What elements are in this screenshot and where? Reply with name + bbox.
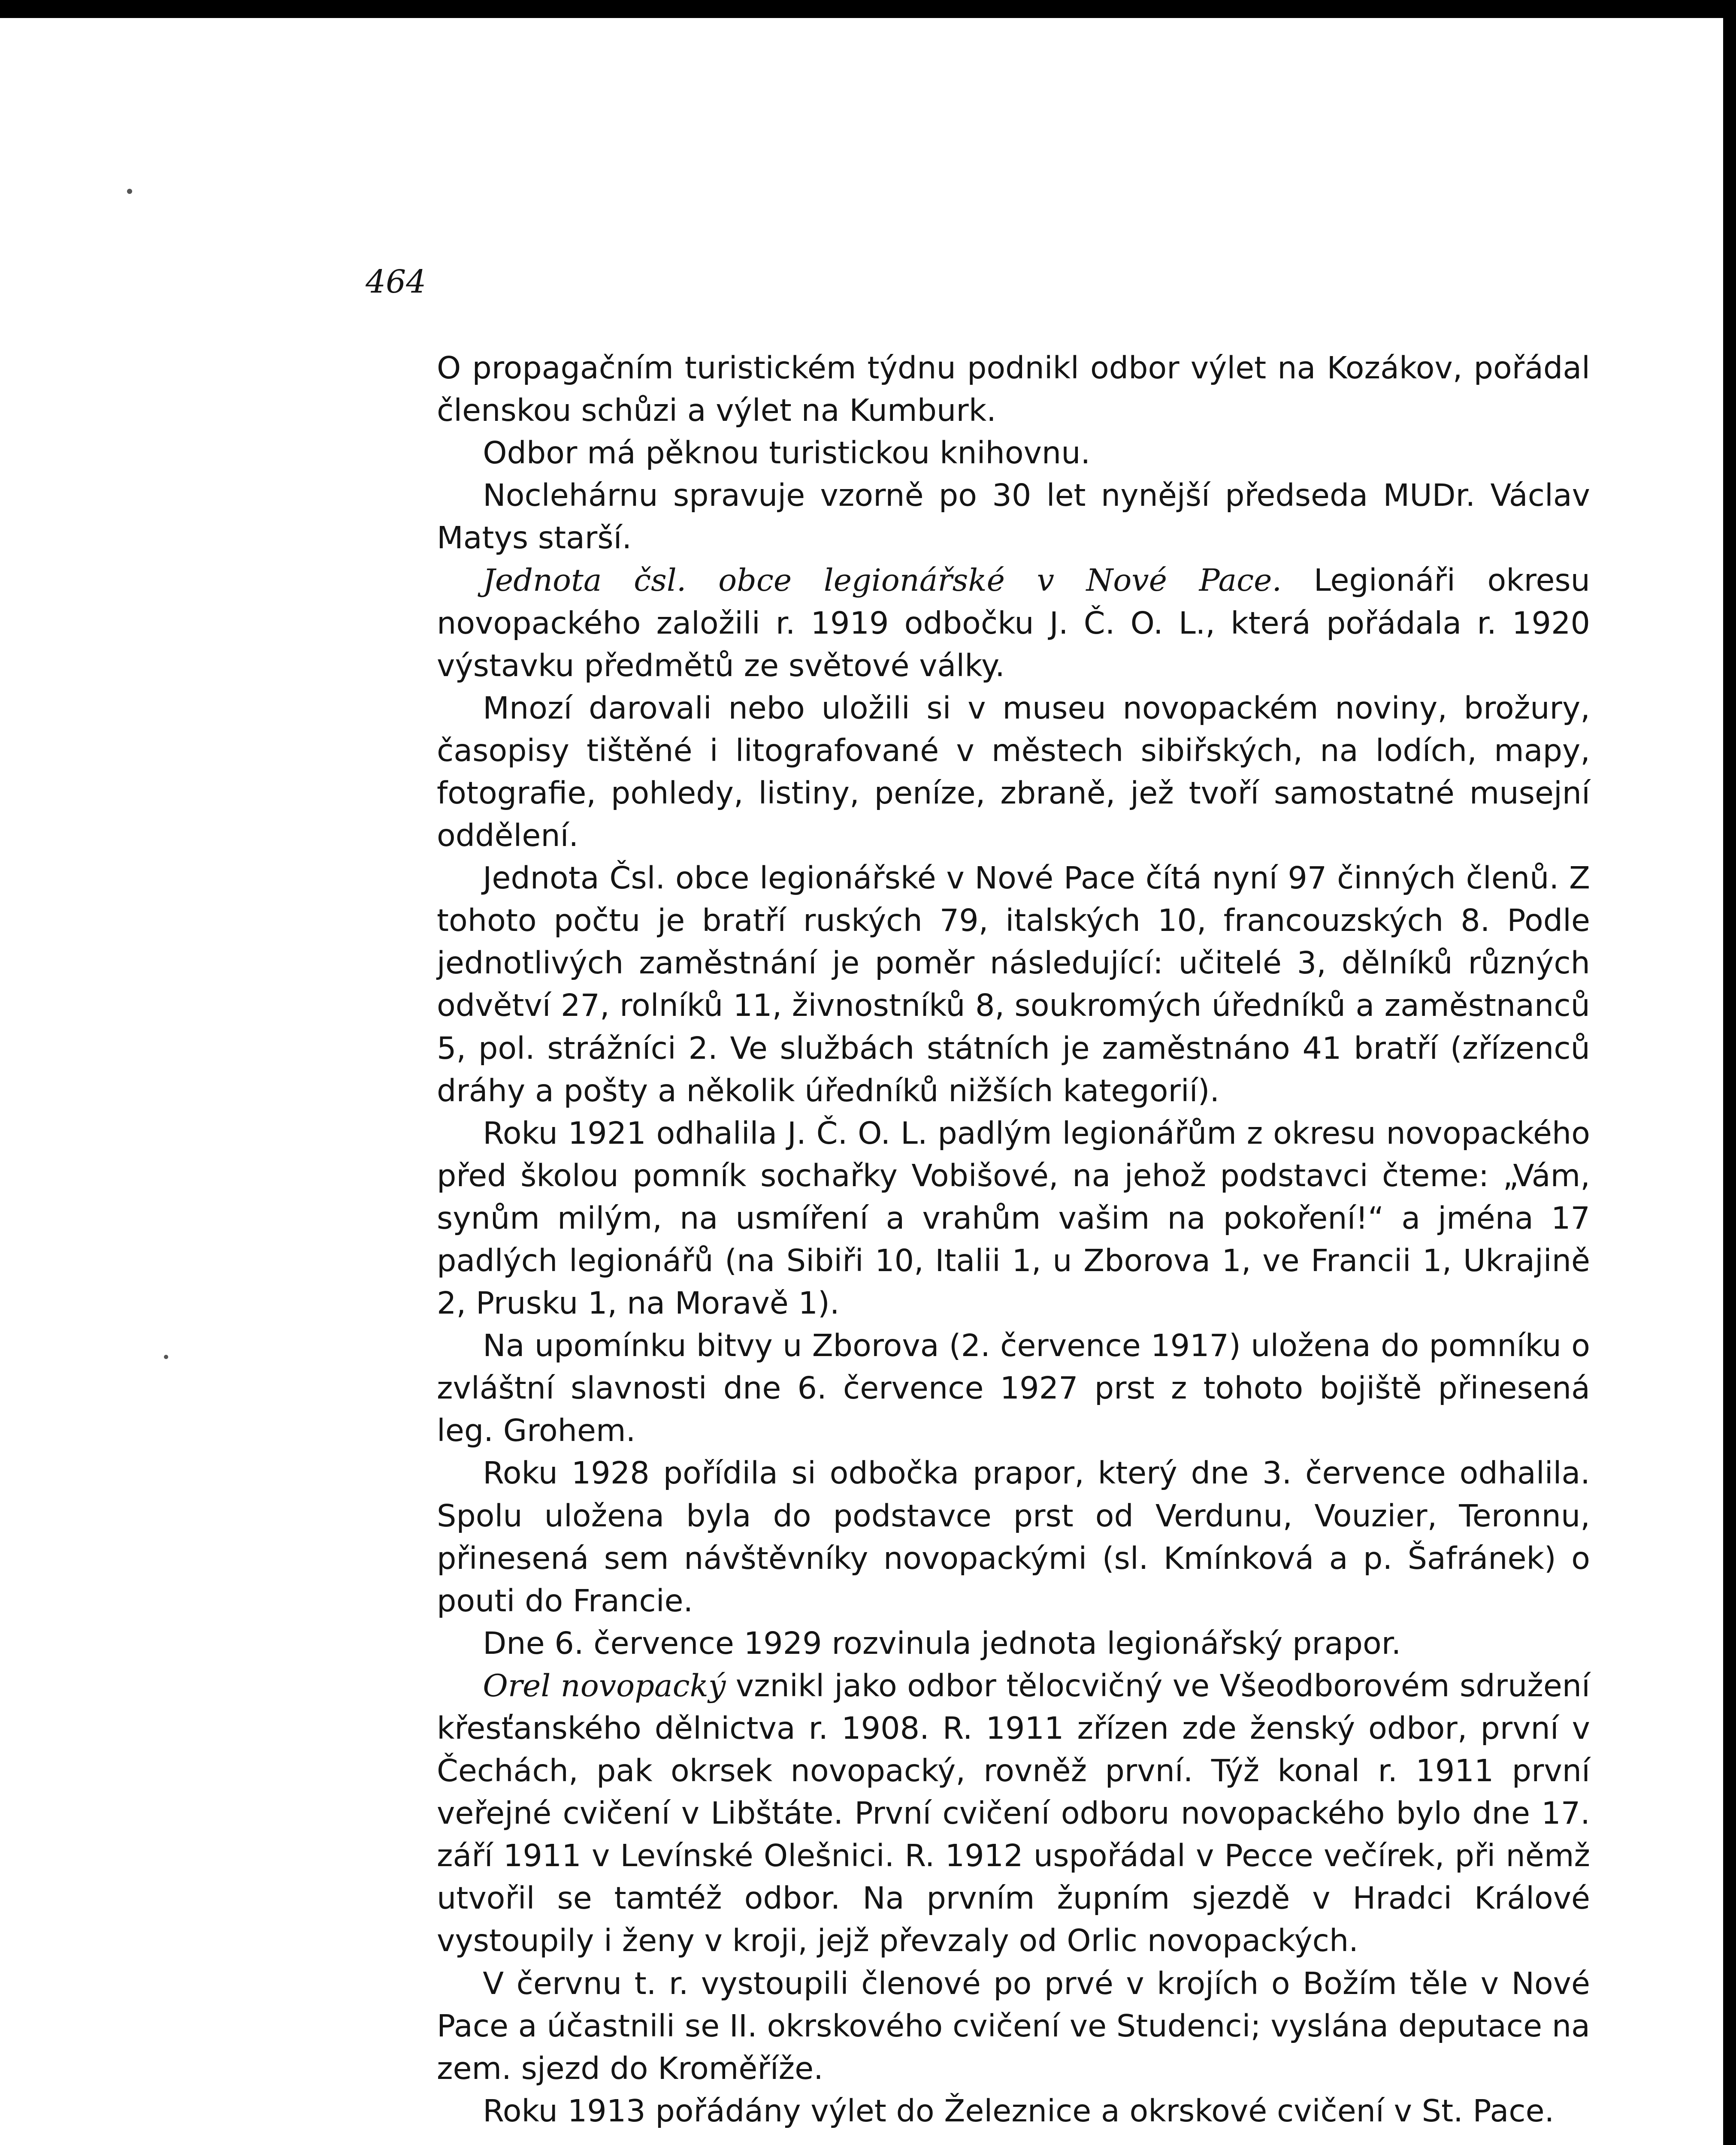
paragraph: V červnu t. r. vystoupili členové po prvé v krojích o Božím těle v Nové Pace a účastnili se II. okrskového cvičení ve Studenci; vyslána deputace na zem. sjezd do Kroměříže. bbox=[437, 1965, 1590, 2086]
paragraph: Noclehárnu spravuje vzorně po 30 let nynější předseda MUDr. Václav Matys starší. bbox=[437, 477, 1590, 556]
paragraph: Jednota Čsl. obce legionářské v Nové Pace čítá nyní 97 činných členů. Z tohoto počtu je bratří ruských 79, italských 10, francouzských 8. Podle jednotlivých zaměstnání je poměr následující: učitelé 3, dělníků různých odvětví 27, rolníků 11, živnostníků 8, soukromých úředníků a zaměstnanců 5, pol. strážníci 2. Ve službách státních je zaměstnáno 41 bratří (zřízenců dráhy a pošty a několik úředníků nižších kategorií). bbox=[437, 860, 1590, 1109]
body-text bbox=[437, 347, 1590, 2132]
scan-border-top bbox=[0, 0, 1736, 18]
paragraph: Dne 6. července 1929 rozvinula jednota legionářský prapor. bbox=[483, 1625, 1401, 1661]
section-heading: Jednota čsl. obce legionářské v Nové Pace. bbox=[483, 562, 1282, 598]
dust-speck bbox=[164, 1355, 168, 1359]
scan-border-right bbox=[1723, 0, 1736, 2145]
paragraph: Roku 1928 pořídila si odbočka prapor, který dne 3. července odhalila. Spolu uložena byla do podstavce prst od Verdunu, Vouzier, Teronnu, přinesená sem návštěvníky novopackými (sl. Kmínková a p. Šafránek) o pouti do Francie. bbox=[437, 1455, 1590, 1619]
paragraph: Roku 1921 odhalila J. Č. O. L. padlým legionářům z okresu novopackého před školou pomník sochařky Vobišové, na jehož podstavci čteme: „Vám, synům milým, na usmíření a vrahům vašim na pokoření!“ a jména 17 padlých legionářů (na Sibiři 10, Italii 1, u Zborova 1, ve Francii 1, Ukrajině 2, Prusku 1, na Moravě 1). bbox=[437, 1115, 1590, 1321]
dust-speck bbox=[127, 189, 132, 194]
paragraph: Orel novopacký vznikl jako odbor tělocvičný ve Všeodborovém sdružení křesťanského dělnictva r. 1908. R. 1911 zřízen zde ženský odbor, první v Čechách, pak okrsek novopacký, rovněž první. Týž konal r. 1911 první veřejné cvičení v Libštáte. První cvičení odboru novopackého bylo dne 17. září 1911 v Levínské Olešnici. R. 1912 uspořádal v Pecce večírek, při němž utvořil se tamtéž odbor. Na prvním župním sjezdě v Hradci Králové vystoupily i ženy v kroji, jejž převzaly od Orlic novopackých. bbox=[437, 1668, 1590, 1959]
section-heading: Orel novopacký bbox=[483, 1668, 726, 1704]
paragraph: Na upomínku bitvy u Zborova (2. července 1917) uložena do pomníku o zvláštní slavnosti dne 6. července 1927 prst z tohoto bojiště přinesená leg. Grohem. bbox=[437, 1328, 1590, 1449]
page-number: 464 bbox=[366, 263, 426, 300]
paragraph: O propagačním turistickém týdnu podnikl odbor výlet na Kozákov, pořádal členskou schůzi a výlet na Kumburk. bbox=[437, 350, 1590, 429]
paragraph: Roku 1913 pořádány výlet do Železnice a okrskové cvičení v St. Pace. bbox=[483, 2093, 1555, 2129]
paragraph: Mnozí darovali nebo uložili si v museu novopackém noviny, brožury, časopisy tištěné i litografované v městech sibiřských, na lodích, mapy, fotografie, pohledy, listiny, peníze, zbraně, jež tvoří samostatné musejní oddělení. bbox=[437, 690, 1590, 854]
paragraph: Odbor má pěknou turistickou knihovnu. bbox=[483, 435, 1091, 471]
paragraph: Jednota čsl. obce legionářské v Nové Pace. Legionáři okresu novopackého založili r. 1919 odbočku J. Č. O. L., která pořádala r. 1920 výstavku předmětů ze světové války. bbox=[437, 562, 1590, 683]
